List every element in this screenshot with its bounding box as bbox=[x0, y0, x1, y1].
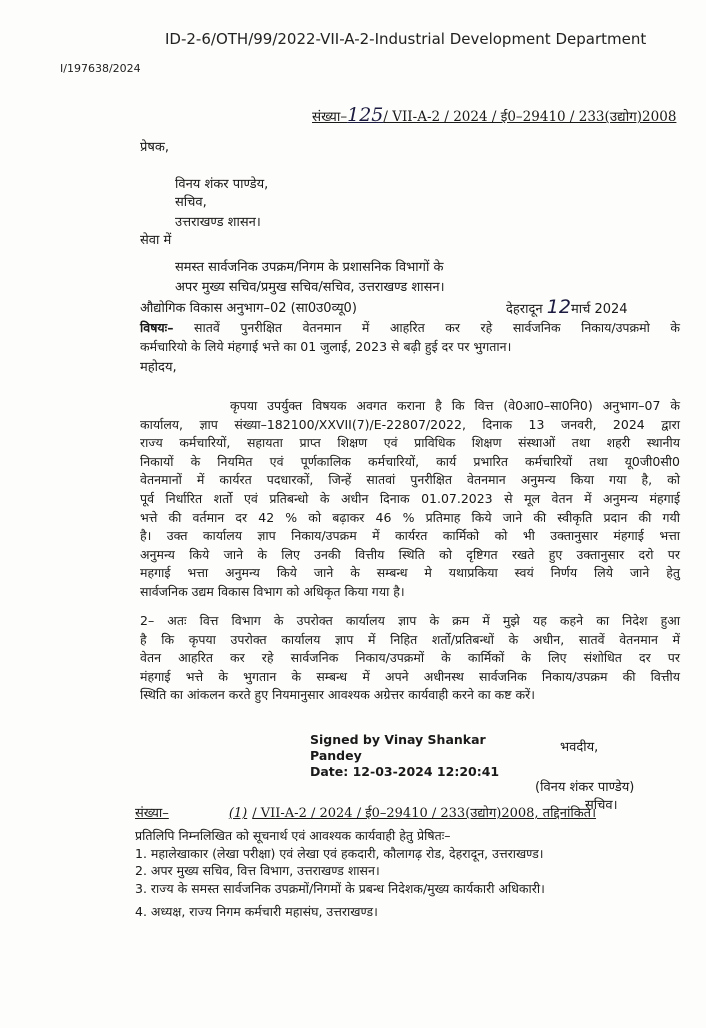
date-month-year: मार्च 2024 bbox=[570, 302, 628, 317]
paragraph-2 bbox=[140, 612, 680, 705]
para1-line: कार्यालय, ज्ञाप संख्या–182100/XXVII(7)/E-22807/2022, दिनाक 13 जनवरी, 2024 द्वारा bbox=[140, 416, 680, 432]
recipient-line2: अपर मुख्य सचिव/प्रमुख सचिव/सचिव, उत्तराखण्ड शासन। bbox=[175, 280, 445, 295]
reference-number: I/197638/2024 bbox=[60, 62, 141, 75]
sender-designation: सचिव, bbox=[175, 195, 207, 210]
para2-line: मंहगाई भत्ते के भुगतान के सम्बन्ध में अपने अधीनस्थ सार्वजनिक निकाय/उपक्रम की वित्तीय bbox=[140, 668, 680, 684]
letter-number bbox=[312, 104, 676, 126]
file-id: ID-2-6/OTH/99/2022-VII-A-2-Industrial Development Department bbox=[165, 30, 647, 48]
signature-date: Date: 12-03-2024 12:20:41 bbox=[310, 764, 500, 779]
para1-line: अनुमन्य किये जाने के लिए उनकी वित्तीय स्थिति को दृष्टिगत रखते हुए उक्तानुसार दरो पर bbox=[140, 546, 680, 562]
para1-line: राज्य कर्मचारियों, सहायता प्राप्त शिक्षण एवं प्राविधिक शिक्षण संस्थाओं तथा शहरी स्थानीय bbox=[140, 435, 680, 451]
sender-office: उत्तराखण्ड शासन। bbox=[175, 215, 261, 230]
para1-line: निकायों के नियमित एवं पूर्णकालिक कर्मचारियों, कार्य प्रभारित कर्मचारियों तथा यू0जी0सी0 bbox=[140, 453, 680, 469]
recipient-label: सेवा में bbox=[140, 233, 172, 248]
para1-line: है। उक्त कार्यालय ज्ञाप निकाय/उपक्रम में कार्यरत कार्मिको को भी उक्तानुसार मंहगाई भत्ता bbox=[140, 528, 680, 544]
copy-ref-suffix: / VII-A-2 / 2024 / ई0–29410 / 233(उद्योग)2008, तद्दिनांकित। bbox=[252, 806, 597, 821]
copy-ref-handwritten: (1) bbox=[228, 806, 248, 821]
copy-item: 3. राज्य के समस्त सार्वजनिक उपक्रमों/निगमों के प्रबन्ध निदेशक/मुख्य कार्यकारी अधिकारी। bbox=[135, 880, 545, 896]
para1-line: कृपया उपर्युक्त विषयक अवगत कराना है कि वित्त (वे0आ0–सा0नि0) अनुभाग–07 के bbox=[230, 398, 680, 413]
place: देहरादून bbox=[506, 302, 543, 317]
sender-name: विनय शंकर पाण्डेय, bbox=[175, 177, 269, 192]
letter-number-prefix: संख्या– bbox=[312, 109, 348, 125]
signed-by: Signed by Vinay Shankar Pandey bbox=[310, 732, 486, 763]
para1-line: वेतनमानों में कार्यरत पदधारकों, जिन्हें सातवां पुनरीक्षित वेतनमान अनुमन्य किया गया है, को bbox=[140, 472, 680, 488]
date-day-handwritten: 12 bbox=[546, 296, 571, 318]
digital-signature bbox=[310, 732, 525, 780]
salutation: महोदय, bbox=[140, 360, 177, 375]
copy-reference bbox=[135, 803, 596, 821]
subject-line1: विषयः– सातवें पुनरीक्षित वेतनमान में आहरित कर रहे सार्वजनिक निकाय/उपक्रमो के bbox=[140, 320, 680, 335]
para1-line: सार्वजनिक उद्यम विकास विभाग को अधिकृत किया गया है। bbox=[140, 583, 405, 599]
recipient-line1: समस्त सार्वजनिक उपक्रम/निगम के प्रशासनिक विभागों के bbox=[175, 260, 444, 275]
sender-label: प्रेषक, bbox=[140, 140, 170, 155]
copy-item: 2. अपर मुख्य सचिव, वित्त विभाग, उत्तराखण्ड शासन। bbox=[135, 863, 380, 878]
paragraph-1 bbox=[140, 397, 680, 602]
para1-line: महगाई भत्ता अनुमन्य किये जाने के सम्बन्ध मे यथाप्रकिया स्वयं निर्णय लिये जाने हेतु bbox=[140, 565, 680, 581]
subject bbox=[140, 319, 680, 356]
para1-line: भत्ते की वर्तमान दर 42 % को बढ़ाकर 46 % प्रतिमाह किये जाने की स्वीकृति प्रदान की गयी bbox=[140, 509, 680, 525]
subject-label: विषयः– bbox=[140, 320, 174, 335]
closing: भवदीय, bbox=[560, 740, 599, 755]
letter-number-suffix: / VII-A-2 / 2024 / ई0–29410 / 233(उद्योग)2008 bbox=[383, 109, 677, 125]
copy-item: 4. अध्यक्ष, राज्य निगम कर्मचारी महासंघ, उत्तराखण्ड। bbox=[135, 904, 378, 919]
letter-number-handwritten: 125 bbox=[347, 104, 384, 126]
signatory-designation: सचिव। bbox=[585, 798, 618, 813]
place-date bbox=[506, 296, 628, 318]
section-name: औद्योगिक विकास अनुभाग–02 (सा0उ0व्यू0) bbox=[140, 301, 357, 316]
copy-list bbox=[135, 827, 605, 921]
subject-line2: कर्मचारियो के लिये मंहगाई भत्ते का 01 जुलाई, 2023 से बढ़ी हुई दर पर भुगतान। bbox=[140, 338, 512, 354]
copy-intro: प्रतिलिपि निम्नलिखित को सूचनार्थ एवं आवश्यक कार्यवाही हेतु प्रेषितः– bbox=[135, 828, 451, 843]
copy-item: 1. महालेखाकार (लेखा परीक्षा) एवं लेखा एवं हकदारी, कौलागढ़ रोड, देहरादून, उत्तराखण्ड। bbox=[135, 845, 544, 861]
para1-line: पूर्व निर्धारित शर्तो एवं प्रतिबन्धो के अधीन दिनाक 01.07.2023 से मूल वेतन में अनुमन्य मंहगाई bbox=[140, 490, 680, 506]
para2-line: 2– अतः वित्त विभाग के उपरोक्त कार्यालय ज्ञाप के क्रम में मुझे यह कहने का निदेश हुआ bbox=[140, 613, 680, 628]
para2-line: है कि कृपया उपरोक्त कार्यालय ज्ञाप में निहित शर्तो/प्रतिबन्धों के अधीन, सातवें वेतनमान में bbox=[140, 631, 680, 647]
signatory-name: (विनय शंकर पाण्डेय) bbox=[535, 780, 635, 795]
copy-ref-prefix: संख्या– bbox=[135, 806, 169, 821]
para2-line: स्थिति का आंकलन करते हुए नियमानुसार आवश्यक अग्रेत्तर कार्यवाही करने का कष्ट करें। bbox=[140, 687, 535, 703]
para2-line: वेतन आहरित कर रहे सार्वजनिक निकाय/उपक्रमों के कार्मिकों के लिए संशोधित दर पर bbox=[140, 650, 680, 666]
